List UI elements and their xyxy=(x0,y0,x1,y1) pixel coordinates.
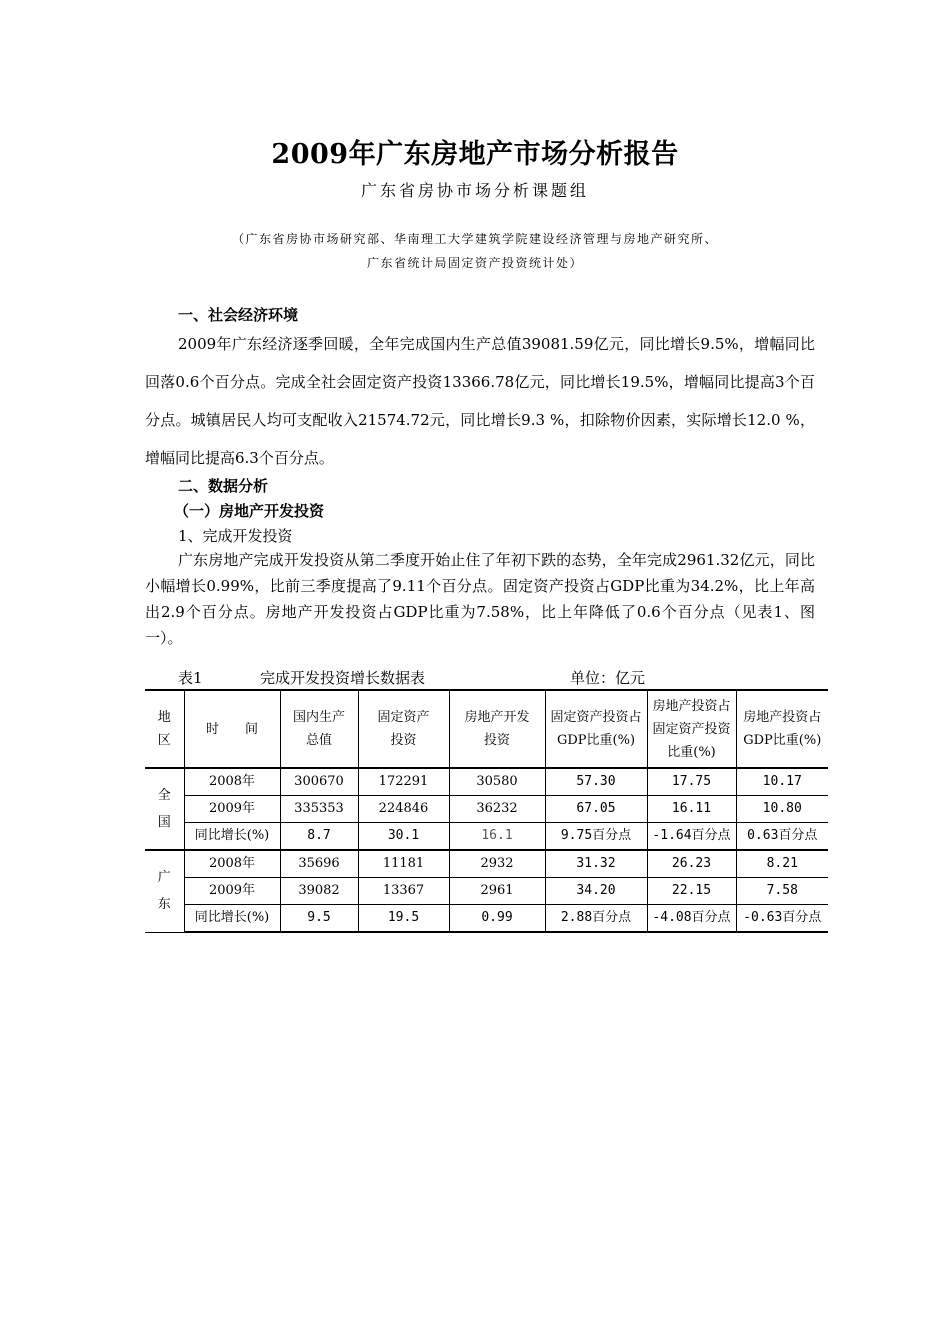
gdp-cell: 8.7 xyxy=(280,823,358,851)
time-cell: 同比增长(%) xyxy=(184,823,280,851)
time-cell: 2009年 xyxy=(184,878,280,905)
re-gdp-cell: 10.80 xyxy=(736,796,828,823)
re-gdp-cell: 10.17 xyxy=(736,768,828,796)
re-gdp-cell: 8.21 xyxy=(736,850,828,878)
fixed-gdp-cell: 31.32 xyxy=(545,850,647,878)
re-gdp-cell: 0.63百分点 xyxy=(736,823,828,851)
table-name: 完成开发投资增长数据表 xyxy=(260,669,426,687)
header-re-fixed-ratio: 房地产投资占 固定资产投资 比重(%) xyxy=(647,690,736,768)
section-1-paragraph xyxy=(145,325,815,477)
header-fixed-investment: 固定资产 投资 xyxy=(358,690,449,768)
fixed-cell: 30.1 xyxy=(358,823,449,851)
table-row xyxy=(145,823,828,851)
re-cell: 2932 xyxy=(449,850,545,878)
re-cell: 0.99 xyxy=(449,905,545,933)
gdp-cell: 35696 xyxy=(280,850,358,878)
subsection-heading: （一）房地产开发投资 xyxy=(174,502,325,520)
fixed-gdp-cell: 2.88百分点 xyxy=(545,905,647,933)
region-cell-national: 全 国 xyxy=(145,768,184,850)
section-2-heading: 二、数据分析 xyxy=(178,477,269,495)
table-row xyxy=(145,850,828,878)
report-title: 2009年广东房地产市场分析报告 xyxy=(271,139,679,170)
gdp-cell: 39082 xyxy=(280,878,358,905)
re-gdp-cell: 7.58 xyxy=(736,878,828,905)
re-cell: 36232 xyxy=(449,796,545,823)
fixed-cell: 172291 xyxy=(358,768,449,796)
time-cell: 2008年 xyxy=(184,768,280,796)
table-row xyxy=(145,768,828,796)
time-cell: 同比增长(%) xyxy=(184,905,280,933)
re-cell: 30580 xyxy=(449,768,545,796)
fixed-cell: 11181 xyxy=(358,850,449,878)
table-row xyxy=(145,905,828,933)
header-fixed-gdp-ratio: 固定资产投资占 GDP比重(%) xyxy=(545,690,647,768)
header-realestate-investment: 房地产开发 投资 xyxy=(449,690,545,768)
section-2-paragraph xyxy=(145,547,815,651)
table-row xyxy=(145,878,828,905)
time-cell: 2008年 xyxy=(184,850,280,878)
region-cell-guangdong: 广 东 xyxy=(145,850,184,932)
item-heading: 1、完成开发投资 xyxy=(178,527,293,545)
table-unit: 单位：亿元 xyxy=(570,669,646,687)
table-caption xyxy=(178,667,818,687)
table-header-row xyxy=(145,690,828,768)
report-subtitle: 广东省房协市场分析课题组 xyxy=(360,181,589,200)
re-cell: 2961 xyxy=(449,878,545,905)
re-cell: 16.1 xyxy=(449,823,545,851)
section-1-paragraph-text: 2009年广东经济逐季回暖，全年完成国内生产总值39081.59亿元，同比增长9.5%，增幅同比回落0.6个百分点。完成全社会固定资产投资13366.78亿元，同比增长19.5%，增幅同比提高3个百分点。城镇居民人均可支配收入21574.72元，同比增长9.3 %，扣除物价因素，实际增长12.0 %，增幅同比提高6.3个百分点。 xyxy=(145,335,815,467)
gdp-cell: 300670 xyxy=(280,768,358,796)
fixed-cell: 19.5 xyxy=(358,905,449,933)
fixed-gdp-cell: 67.05 xyxy=(545,796,647,823)
header-gdp: 国内生产 总值 xyxy=(280,690,358,768)
table-row xyxy=(145,796,828,823)
header-region: 地 区 xyxy=(145,690,184,768)
re-gdp-cell: -0.63百分点 xyxy=(736,905,828,933)
re-fixed-cell: 17.75 xyxy=(647,768,736,796)
gdp-cell: 335353 xyxy=(280,796,358,823)
re-fixed-cell: 26.23 xyxy=(647,850,736,878)
fixed-cell: 224846 xyxy=(358,796,449,823)
time-cell: 2009年 xyxy=(184,796,280,823)
re-fixed-cell: 22.15 xyxy=(647,878,736,905)
gdp-cell: 9.5 xyxy=(280,905,358,933)
section-2-paragraph-text: 广东房地产完成开发投资从第二季度开始止住了年初下跌的态势，全年完成2961.32亿元，同比小幅增长0.99%，比前三季度提高了9.11个百分点。固定资产投资占GDP比重为34.2%，比上年高出2.9个百分点。房地产开发投资占GDP比重为7.58%，比上年降低了0.6个百分点（见表1、图一）。 xyxy=(145,551,815,647)
fixed-cell: 13367 xyxy=(358,878,449,905)
fixed-gdp-cell: 9.75百分点 xyxy=(545,823,647,851)
fixed-gdp-cell: 57.30 xyxy=(545,768,647,796)
re-fixed-cell: 16.11 xyxy=(647,796,736,823)
re-fixed-cell: -4.08百分点 xyxy=(647,905,736,933)
header-time: 时 间 xyxy=(184,690,280,768)
header-re-gdp-ratio: 房地产投资占 GDP比重(%) xyxy=(736,690,828,768)
section-1-heading: 一、社会经济环境 xyxy=(178,306,299,324)
investment-table xyxy=(145,689,828,933)
fixed-gdp-cell: 34.20 xyxy=(545,878,647,905)
re-fixed-cell: -1.64百分点 xyxy=(647,823,736,851)
affiliation-line-2: 广东省统计局固定资产投资统计处） xyxy=(366,256,583,270)
table-label: 表1 xyxy=(178,669,203,687)
affiliation-line-1: （广东省房协市场研究部、华南理工大学建筑学院建设经济管理与房地产研究所、 xyxy=(231,232,718,246)
